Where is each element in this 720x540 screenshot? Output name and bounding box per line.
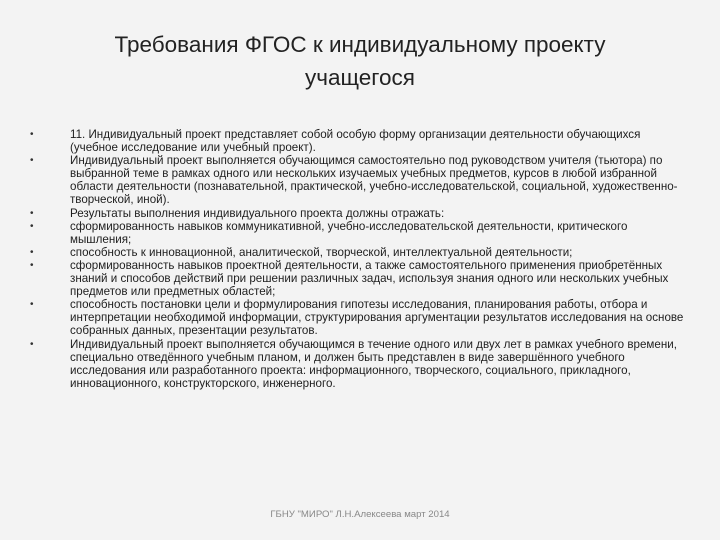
bullet-dot-icon: • xyxy=(30,246,34,258)
slide-title xyxy=(60,28,660,94)
bullet-text: Результаты выполнения индивидуального проекта должны отражать: xyxy=(70,206,445,220)
bullet-item-8 xyxy=(30,338,690,390)
bullet-dot-icon: • xyxy=(30,207,34,219)
bullet-dot-icon: • xyxy=(30,299,34,311)
bullet-item-2 xyxy=(30,154,690,206)
bullet-text: способность постановки цели и формулирования гипотезы исследования, планирования работы, отбора и интерпретации необходимой информации, структурирования аргументации результатов исследования на основе собранных данных, презентации результатов. xyxy=(70,298,684,338)
bullet-text: способность к инновационной, аналитической, творческой, интеллектуальной деятельности; xyxy=(70,245,573,259)
bullet-list xyxy=(30,128,690,390)
bullet-item-7 xyxy=(30,298,690,337)
bullet-dot-icon: • xyxy=(30,220,34,232)
bullet-text: Индивидуальный проект выполняется обучающимся в течение одного или двух лет в рамках учебного времени, специально отведённого учебным планом, и должен быть представлен в виде завершённого учебного исследования или разработанного проекта: информационного, творческого, социального, прикладного, инновационного, конструкторского, инженерного. xyxy=(70,337,677,390)
slide-footer: ГБНУ "МИРО" Л.Н.Алексеева март 2014 xyxy=(270,509,450,520)
slide-title-line-1: Требования ФГОС к индивидуальному проекту xyxy=(114,32,606,57)
bullet-dot-icon: • xyxy=(30,338,34,350)
bullet-text: 11. Индивидуальный проект представляет собой особую форму организации деятельности обучающихся (учебное исследование или учебный проект). xyxy=(70,128,641,155)
bullet-dot-icon: • xyxy=(30,155,34,167)
bullet-item-4 xyxy=(30,220,690,246)
bullet-item-5 xyxy=(30,246,690,259)
bullet-text: сформированность навыков проектной деятельности, а также самостоятельного применения приобретённых знаний и способов действий при решении различных задач, используя знания одного или нескольких учебных предметов или предметных областей; xyxy=(70,258,669,299)
bullet-item-1 xyxy=(30,128,690,154)
bullet-text: сформированность навыков коммуникативной, учебно-исследовательской деятельности, критического мышления; xyxy=(70,219,628,246)
bullet-dot-icon: • xyxy=(30,259,34,271)
bullet-item-3 xyxy=(30,207,690,220)
bullet-text: Индивидуальный проект выполняется обучающимся самостоятельно под руководством учителя (тьютора) по выбранной теме в рамках одного или нескольких изучаемых учебных предметов, курсов в любой избранной области деятельности (познавательной, практической, учебно-исследовательской, социальной, художественно-творческой, иной). xyxy=(70,154,678,207)
bullet-item-6 xyxy=(30,259,690,298)
slide-title-line-2: учащегося xyxy=(305,65,415,90)
bullet-dot-icon: • xyxy=(30,129,34,140)
